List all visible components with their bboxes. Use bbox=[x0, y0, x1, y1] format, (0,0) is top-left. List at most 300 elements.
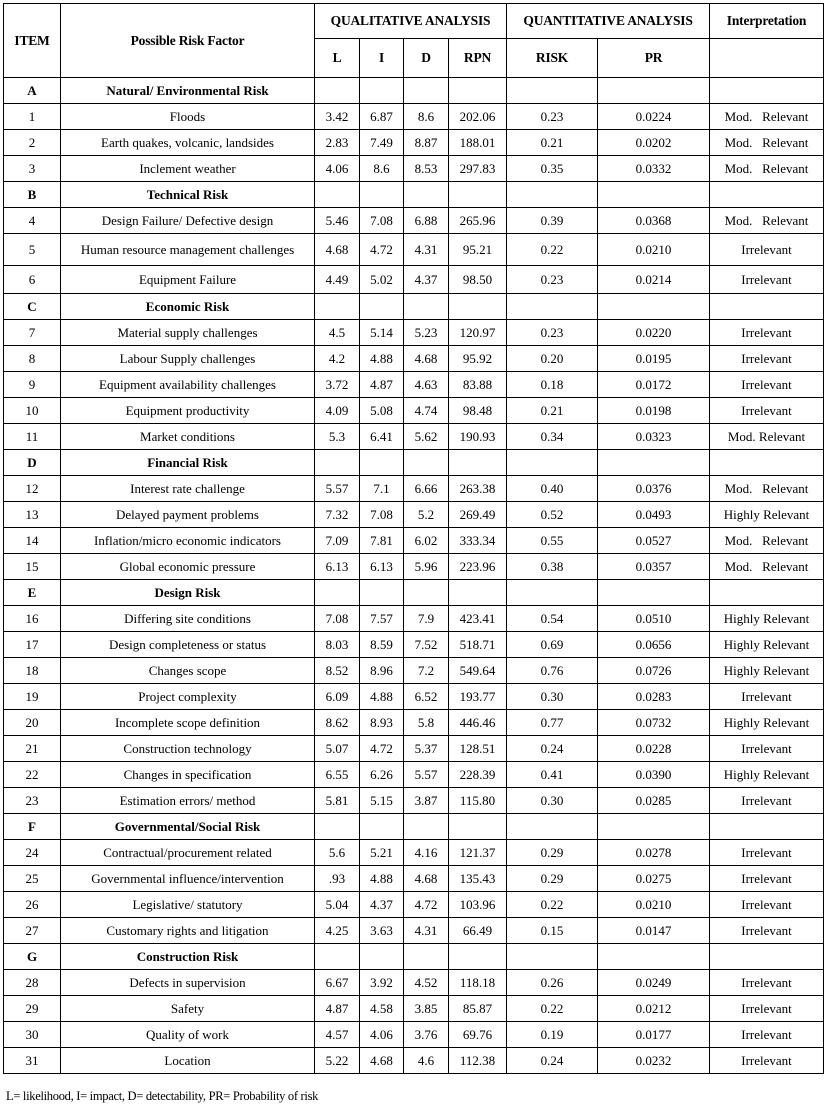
cell-i: 4.72 bbox=[360, 736, 404, 762]
cell-rpn: 188.01 bbox=[449, 130, 507, 156]
empty-cell bbox=[449, 580, 507, 606]
cell-risk: 0.26 bbox=[507, 970, 598, 996]
cell-i: 3.92 bbox=[360, 970, 404, 996]
item-number: 2 bbox=[4, 130, 61, 156]
risk-factor: Changes in specification bbox=[61, 762, 315, 788]
risk-factor: Design completeness or status bbox=[61, 632, 315, 658]
item-number: 16 bbox=[4, 606, 61, 632]
category-row bbox=[4, 814, 824, 840]
header-item: ITEM bbox=[4, 4, 61, 78]
cell-risk: 0.15 bbox=[507, 918, 598, 944]
table-row bbox=[4, 266, 824, 294]
empty-cell bbox=[360, 294, 404, 320]
risk-factor: Equipment productivity bbox=[61, 398, 315, 424]
risk-factor: Estimation errors/ method bbox=[61, 788, 315, 814]
cell-i: 4.88 bbox=[360, 866, 404, 892]
cell-interp: Irrelevant bbox=[710, 918, 824, 944]
cell-i: 6.26 bbox=[360, 762, 404, 788]
item-number: 18 bbox=[4, 658, 61, 684]
item-number: 24 bbox=[4, 840, 61, 866]
cell-interp: Irrelevant bbox=[710, 234, 824, 266]
cell-pr: 0.0232 bbox=[598, 1048, 710, 1074]
empty-cell bbox=[507, 580, 598, 606]
cell-l: 5.6 bbox=[315, 840, 360, 866]
cell-l: 6.67 bbox=[315, 970, 360, 996]
header-qualitative-analysis: QUALITATIVE ANALYSIS bbox=[315, 4, 507, 39]
cell-pr: 0.0493 bbox=[598, 502, 710, 528]
item-number: 5 bbox=[4, 234, 61, 266]
item-number: 25 bbox=[4, 866, 61, 892]
item-number: 14 bbox=[4, 528, 61, 554]
empty-cell bbox=[507, 450, 598, 476]
cell-interp: Irrelevant bbox=[710, 892, 824, 918]
cell-d: 4.37 bbox=[404, 266, 449, 294]
empty-cell bbox=[710, 182, 824, 208]
empty-cell bbox=[598, 814, 710, 840]
table-row bbox=[4, 788, 824, 814]
cell-d: 4.31 bbox=[404, 918, 449, 944]
table-row bbox=[4, 1048, 824, 1074]
cell-pr: 0.0177 bbox=[598, 1022, 710, 1048]
cell-d: 5.2 bbox=[404, 502, 449, 528]
table-row bbox=[4, 104, 824, 130]
cell-risk: 0.35 bbox=[507, 156, 598, 182]
category-title: Natural/ Environmental Risk bbox=[61, 78, 315, 104]
cell-rpn: 115.80 bbox=[449, 788, 507, 814]
risk-factor: Interest rate challenge bbox=[61, 476, 315, 502]
cell-rpn: 518.71 bbox=[449, 632, 507, 658]
cell-d: 4.6 bbox=[404, 1048, 449, 1074]
table-row bbox=[4, 372, 824, 398]
cell-pr: 0.0656 bbox=[598, 632, 710, 658]
table-row bbox=[4, 502, 824, 528]
cell-pr: 0.0249 bbox=[598, 970, 710, 996]
cell-d: 6.88 bbox=[404, 208, 449, 234]
empty-cell bbox=[360, 580, 404, 606]
risk-factor: Legislative/ statutory bbox=[61, 892, 315, 918]
cell-rpn: 83.88 bbox=[449, 372, 507, 398]
table-row bbox=[4, 684, 824, 710]
cell-d: 5.23 bbox=[404, 320, 449, 346]
item-number: 8 bbox=[4, 346, 61, 372]
empty-cell bbox=[449, 814, 507, 840]
category-row bbox=[4, 450, 824, 476]
cell-rpn: 265.96 bbox=[449, 208, 507, 234]
cell-d: 7.9 bbox=[404, 606, 449, 632]
cell-rpn: 98.48 bbox=[449, 398, 507, 424]
cell-risk: 0.24 bbox=[507, 1048, 598, 1074]
cell-pr: 0.0732 bbox=[598, 710, 710, 736]
cell-i: 7.1 bbox=[360, 476, 404, 502]
item-number: 31 bbox=[4, 1048, 61, 1074]
empty-cell bbox=[449, 294, 507, 320]
cell-l: 4.68 bbox=[315, 234, 360, 266]
category-title: Governmental/Social Risk bbox=[61, 814, 315, 840]
item-number: 15 bbox=[4, 554, 61, 580]
cell-interp: Irrelevant bbox=[710, 1022, 824, 1048]
header-interpretation: Interpretation bbox=[710, 4, 824, 39]
table-row bbox=[4, 996, 824, 1022]
table-row bbox=[4, 632, 824, 658]
cell-risk: 0.23 bbox=[507, 320, 598, 346]
cell-pr: 0.0376 bbox=[598, 476, 710, 502]
risk-factor: Global economic pressure bbox=[61, 554, 315, 580]
cell-risk: 0.22 bbox=[507, 996, 598, 1022]
cell-i: 4.88 bbox=[360, 684, 404, 710]
cell-interp: Mod. Relevant bbox=[710, 528, 824, 554]
cell-pr: 0.0357 bbox=[598, 554, 710, 580]
empty-cell bbox=[315, 78, 360, 104]
risk-factor: Material supply challenges bbox=[61, 320, 315, 346]
item-number: 10 bbox=[4, 398, 61, 424]
cell-rpn: 103.96 bbox=[449, 892, 507, 918]
cell-pr: 0.0214 bbox=[598, 266, 710, 294]
empty-cell bbox=[360, 78, 404, 104]
cell-interp: Mod. Relevant bbox=[710, 476, 824, 502]
cell-risk: 0.22 bbox=[507, 234, 598, 266]
cell-l: 8.52 bbox=[315, 658, 360, 684]
risk-factor: Construction technology bbox=[61, 736, 315, 762]
cell-d: 7.52 bbox=[404, 632, 449, 658]
cell-l: 6.09 bbox=[315, 684, 360, 710]
category-code: G bbox=[4, 944, 61, 970]
cell-rpn: 549.64 bbox=[449, 658, 507, 684]
item-number: 6 bbox=[4, 266, 61, 294]
empty-cell bbox=[404, 814, 449, 840]
cell-l: 5.04 bbox=[315, 892, 360, 918]
cell-d: 4.68 bbox=[404, 866, 449, 892]
cell-l: 5.46 bbox=[315, 208, 360, 234]
cell-risk: 0.21 bbox=[507, 130, 598, 156]
cell-i: 8.6 bbox=[360, 156, 404, 182]
cell-l: 3.72 bbox=[315, 372, 360, 398]
cell-l: 7.08 bbox=[315, 606, 360, 632]
cell-l: 4.09 bbox=[315, 398, 360, 424]
risk-factor: Contractual/procurement related bbox=[61, 840, 315, 866]
item-number: 9 bbox=[4, 372, 61, 398]
table-row bbox=[4, 528, 824, 554]
cell-l: 4.5 bbox=[315, 320, 360, 346]
empty-cell bbox=[449, 182, 507, 208]
item-number: 1 bbox=[4, 104, 61, 130]
cell-l: 4.25 bbox=[315, 918, 360, 944]
cell-i: 7.08 bbox=[360, 502, 404, 528]
cell-rpn: 297.83 bbox=[449, 156, 507, 182]
item-number: 7 bbox=[4, 320, 61, 346]
cell-d: 5.57 bbox=[404, 762, 449, 788]
cell-d: 5.8 bbox=[404, 710, 449, 736]
table-row bbox=[4, 476, 824, 502]
empty-cell bbox=[449, 78, 507, 104]
cell-rpn: 193.77 bbox=[449, 684, 507, 710]
category-title: Technical Risk bbox=[61, 182, 315, 208]
risk-factor: Delayed payment problems bbox=[61, 502, 315, 528]
risk-factor: Location bbox=[61, 1048, 315, 1074]
cell-rpn: 446.46 bbox=[449, 710, 507, 736]
risk-factor: Project complexity bbox=[61, 684, 315, 710]
cell-l: 5.3 bbox=[315, 424, 360, 450]
cell-l: 4.57 bbox=[315, 1022, 360, 1048]
empty-cell bbox=[710, 450, 824, 476]
cell-l: 5.22 bbox=[315, 1048, 360, 1074]
cell-i: 6.13 bbox=[360, 554, 404, 580]
table-row bbox=[4, 892, 824, 918]
cell-d: 6.66 bbox=[404, 476, 449, 502]
cell-risk: 0.23 bbox=[507, 266, 598, 294]
table-row bbox=[4, 1022, 824, 1048]
cell-pr: 0.0726 bbox=[598, 658, 710, 684]
cell-pr: 0.0527 bbox=[598, 528, 710, 554]
cell-l: 8.03 bbox=[315, 632, 360, 658]
table-row bbox=[4, 736, 824, 762]
risk-factor: Defects in supervision bbox=[61, 970, 315, 996]
table-row bbox=[4, 346, 824, 372]
risk-factor: Customary rights and litigation bbox=[61, 918, 315, 944]
cell-d: 4.74 bbox=[404, 398, 449, 424]
empty-cell bbox=[598, 294, 710, 320]
cell-rpn: 66.49 bbox=[449, 918, 507, 944]
cell-interp: Mod. Relevant bbox=[710, 424, 824, 450]
empty-cell bbox=[598, 78, 710, 104]
item-number: 17 bbox=[4, 632, 61, 658]
cell-risk: 0.29 bbox=[507, 866, 598, 892]
cell-d: 6.52 bbox=[404, 684, 449, 710]
empty-cell bbox=[598, 944, 710, 970]
cell-i: 7.49 bbox=[360, 130, 404, 156]
cell-i: 4.87 bbox=[360, 372, 404, 398]
cell-l: 4.87 bbox=[315, 996, 360, 1022]
risk-factor: Changes scope bbox=[61, 658, 315, 684]
cell-l: 4.06 bbox=[315, 156, 360, 182]
table-body bbox=[4, 78, 824, 1074]
cell-interp: Mod. Relevant bbox=[710, 104, 824, 130]
table-row bbox=[4, 208, 824, 234]
cell-l: .93 bbox=[315, 866, 360, 892]
table-row bbox=[4, 424, 824, 450]
cell-interp: Mod. Relevant bbox=[710, 208, 824, 234]
cell-interp: Irrelevant bbox=[710, 398, 824, 424]
header-pr: PR bbox=[598, 39, 710, 78]
cell-d: 8.53 bbox=[404, 156, 449, 182]
cell-l: 4.2 bbox=[315, 346, 360, 372]
category-row bbox=[4, 580, 824, 606]
cell-d: 3.76 bbox=[404, 1022, 449, 1048]
cell-i: 5.14 bbox=[360, 320, 404, 346]
empty-cell bbox=[507, 78, 598, 104]
empty-cell bbox=[360, 814, 404, 840]
cell-rpn: 228.39 bbox=[449, 762, 507, 788]
empty-cell bbox=[710, 580, 824, 606]
cell-risk: 0.23 bbox=[507, 104, 598, 130]
risk-factor: Inclement weather bbox=[61, 156, 315, 182]
table-row bbox=[4, 762, 824, 788]
cell-rpn: 128.51 bbox=[449, 736, 507, 762]
item-number: 23 bbox=[4, 788, 61, 814]
risk-analysis-table bbox=[3, 3, 824, 1074]
cell-interp: Irrelevant bbox=[710, 372, 824, 398]
table-row bbox=[4, 658, 824, 684]
empty-cell bbox=[315, 182, 360, 208]
cell-pr: 0.0278 bbox=[598, 840, 710, 866]
cell-i: 3.63 bbox=[360, 918, 404, 944]
risk-factor: Earth quakes, volcanic, landsides bbox=[61, 130, 315, 156]
cell-interp: Irrelevant bbox=[710, 320, 824, 346]
cell-rpn: 223.96 bbox=[449, 554, 507, 580]
risk-factor: Inflation/micro economic indicators bbox=[61, 528, 315, 554]
risk-factor: Market conditions bbox=[61, 424, 315, 450]
table-row bbox=[4, 130, 824, 156]
cell-l: 5.07 bbox=[315, 736, 360, 762]
table-row bbox=[4, 866, 824, 892]
category-code: F bbox=[4, 814, 61, 840]
cell-l: 7.09 bbox=[315, 528, 360, 554]
cell-l: 5.57 bbox=[315, 476, 360, 502]
risk-factor: Labour Supply challenges bbox=[61, 346, 315, 372]
cell-i: 5.02 bbox=[360, 266, 404, 294]
cell-interp: Irrelevant bbox=[710, 970, 824, 996]
cell-i: 4.58 bbox=[360, 996, 404, 1022]
empty-cell bbox=[507, 814, 598, 840]
item-number: 11 bbox=[4, 424, 61, 450]
empty-cell bbox=[360, 450, 404, 476]
empty-cell bbox=[507, 944, 598, 970]
cell-rpn: 190.93 bbox=[449, 424, 507, 450]
empty-cell bbox=[315, 450, 360, 476]
cell-i: 7.81 bbox=[360, 528, 404, 554]
empty-cell bbox=[315, 580, 360, 606]
cell-d: 7.2 bbox=[404, 658, 449, 684]
cell-rpn: 135.43 bbox=[449, 866, 507, 892]
risk-factor: Safety bbox=[61, 996, 315, 1022]
item-number: 12 bbox=[4, 476, 61, 502]
risk-factor: Equipment Failure bbox=[61, 266, 315, 294]
cell-rpn: 69.76 bbox=[449, 1022, 507, 1048]
cell-rpn: 423.41 bbox=[449, 606, 507, 632]
category-code: D bbox=[4, 450, 61, 476]
empty-cell bbox=[360, 182, 404, 208]
item-number: 22 bbox=[4, 762, 61, 788]
cell-risk: 0.30 bbox=[507, 684, 598, 710]
empty-cell bbox=[598, 182, 710, 208]
header-quantitative-analysis: QUANTITATIVE ANALYSIS bbox=[507, 4, 710, 39]
empty-cell bbox=[315, 294, 360, 320]
cell-interp: Irrelevant bbox=[710, 996, 824, 1022]
item-number: 4 bbox=[4, 208, 61, 234]
header-l: L bbox=[315, 39, 360, 78]
cell-risk: 0.30 bbox=[507, 788, 598, 814]
cell-interp: Mod. Relevant bbox=[710, 130, 824, 156]
cell-pr: 0.0202 bbox=[598, 130, 710, 156]
empty-cell bbox=[404, 182, 449, 208]
cell-l: 4.49 bbox=[315, 266, 360, 294]
table-row bbox=[4, 234, 824, 266]
cell-d: 4.16 bbox=[404, 840, 449, 866]
cell-risk: 0.20 bbox=[507, 346, 598, 372]
empty-cell bbox=[507, 182, 598, 208]
cell-d: 8.87 bbox=[404, 130, 449, 156]
cell-pr: 0.0220 bbox=[598, 320, 710, 346]
table-row bbox=[4, 840, 824, 866]
risk-factor: Design Failure/ Defective design bbox=[61, 208, 315, 234]
category-row bbox=[4, 294, 824, 320]
cell-d: 3.85 bbox=[404, 996, 449, 1022]
cell-pr: 0.0172 bbox=[598, 372, 710, 398]
cell-i: 4.88 bbox=[360, 346, 404, 372]
cell-i: 4.37 bbox=[360, 892, 404, 918]
header-rpn: RPN bbox=[449, 39, 507, 78]
cell-interp: Highly Relevant bbox=[710, 710, 824, 736]
cell-interp: Irrelevant bbox=[710, 346, 824, 372]
cell-i: 6.41 bbox=[360, 424, 404, 450]
cell-rpn: 121.37 bbox=[449, 840, 507, 866]
category-code: B bbox=[4, 182, 61, 208]
risk-factor: Floods bbox=[61, 104, 315, 130]
cell-d: 4.63 bbox=[404, 372, 449, 398]
cell-i: 5.15 bbox=[360, 788, 404, 814]
table-row bbox=[4, 320, 824, 346]
cell-l: 3.42 bbox=[315, 104, 360, 130]
empty-cell bbox=[598, 580, 710, 606]
cell-pr: 0.0283 bbox=[598, 684, 710, 710]
cell-pr: 0.0210 bbox=[598, 234, 710, 266]
cell-l: 2.83 bbox=[315, 130, 360, 156]
cell-interp: Highly Relevant bbox=[710, 762, 824, 788]
table-row bbox=[4, 710, 824, 736]
cell-pr: 0.0228 bbox=[598, 736, 710, 762]
cell-i: 5.08 bbox=[360, 398, 404, 424]
cell-d: 5.96 bbox=[404, 554, 449, 580]
cell-d: 8.6 bbox=[404, 104, 449, 130]
cell-interp: Highly Relevant bbox=[710, 606, 824, 632]
cell-rpn: 118.18 bbox=[449, 970, 507, 996]
cell-pr: 0.0285 bbox=[598, 788, 710, 814]
header-row-top bbox=[4, 4, 824, 39]
item-number: 27 bbox=[4, 918, 61, 944]
cell-i: 6.87 bbox=[360, 104, 404, 130]
empty-cell bbox=[404, 450, 449, 476]
table-row bbox=[4, 156, 824, 182]
cell-risk: 0.22 bbox=[507, 892, 598, 918]
cell-rpn: 98.50 bbox=[449, 266, 507, 294]
category-code: A bbox=[4, 78, 61, 104]
category-row bbox=[4, 78, 824, 104]
cell-rpn: 95.92 bbox=[449, 346, 507, 372]
cell-i: 4.72 bbox=[360, 234, 404, 266]
table-row bbox=[4, 970, 824, 996]
cell-pr: 0.0195 bbox=[598, 346, 710, 372]
cell-pr: 0.0368 bbox=[598, 208, 710, 234]
empty-cell bbox=[449, 450, 507, 476]
cell-i: 4.06 bbox=[360, 1022, 404, 1048]
cell-risk: 0.55 bbox=[507, 528, 598, 554]
cell-interp: Irrelevant bbox=[710, 840, 824, 866]
cell-risk: 0.41 bbox=[507, 762, 598, 788]
cell-pr: 0.0390 bbox=[598, 762, 710, 788]
cell-i: 7.57 bbox=[360, 606, 404, 632]
cell-interp: Highly Relevant bbox=[710, 502, 824, 528]
risk-factor: Quality of work bbox=[61, 1022, 315, 1048]
item-number: 28 bbox=[4, 970, 61, 996]
cell-risk: 0.38 bbox=[507, 554, 598, 580]
cell-pr: 0.0147 bbox=[598, 918, 710, 944]
cell-risk: 0.21 bbox=[507, 398, 598, 424]
item-number: 26 bbox=[4, 892, 61, 918]
table-row bbox=[4, 606, 824, 632]
category-title: Design Risk bbox=[61, 580, 315, 606]
cell-interp: Irrelevant bbox=[710, 684, 824, 710]
header-i: I bbox=[360, 39, 404, 78]
category-title: Construction Risk bbox=[61, 944, 315, 970]
